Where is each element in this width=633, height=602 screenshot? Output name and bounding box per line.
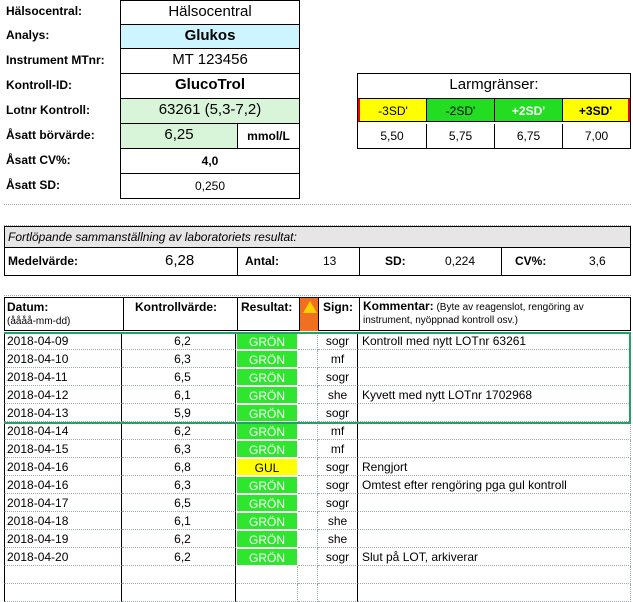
table-row (4, 476, 631, 494)
cell-empty[interactable] (358, 584, 631, 602)
warning-triangle-icon[interactable] (303, 301, 317, 313)
table-header (4, 297, 631, 331)
cell-empty[interactable] (318, 584, 358, 602)
cell-empty[interactable] (298, 566, 318, 584)
table-row (4, 332, 631, 350)
cell-resultat[interactable]: GRÖN (236, 422, 298, 440)
cell-datum[interactable]: 2018-04-16 (4, 458, 122, 476)
cell-empty[interactable] (358, 566, 631, 584)
cell-filter[interactable] (298, 548, 318, 566)
cell-kontrollvarde[interactable]: 6,5 (122, 368, 236, 386)
cell-kontrollvarde[interactable]: 5,9 (122, 404, 236, 422)
label-halsocentral: Hälsocentral: (6, 4, 83, 18)
cell-kommentar[interactable] (358, 512, 631, 530)
label-sd: Åsatt SD: (6, 178, 61, 192)
table-row (4, 404, 631, 422)
cell-sign[interactable]: sogr (318, 368, 358, 386)
medel-label: Medelvärde: (8, 254, 79, 268)
table-row (4, 458, 631, 476)
summary-row (4, 248, 631, 276)
table-row (4, 548, 631, 566)
cell-kontrollvarde[interactable]: 6,2 (122, 530, 236, 548)
cell-empty[interactable] (236, 566, 298, 584)
table-row (4, 350, 631, 368)
cell-datum[interactable]: 2018-04-19 (4, 530, 122, 548)
antal-label: Antal: (245, 254, 279, 268)
cell-sign[interactable]: sogr (318, 548, 358, 566)
filter-column[interactable] (299, 298, 319, 331)
cell-resultat[interactable]: GRÖN (236, 512, 298, 530)
cell-resultat[interactable]: GRÖN (236, 530, 298, 548)
cell-filter[interactable] (298, 368, 318, 386)
cell-empty[interactable] (236, 584, 298, 602)
medel-value: 6,28 (165, 252, 195, 269)
table-row (4, 440, 631, 458)
cell-datum[interactable]: 2018-04-13 (4, 404, 122, 422)
cell-datum[interactable]: 2018-04-20 (4, 548, 122, 566)
cell-kontrollvarde[interactable]: 6,5 (122, 494, 236, 512)
cv-sum-value: 3,6 (589, 254, 606, 268)
unit-label: mmol/L (238, 124, 300, 149)
cell-sign[interactable]: sogr (318, 494, 358, 512)
borvarde-value[interactable]: 6,25 (120, 124, 238, 149)
cell-datum[interactable]: 2018-04-16 (4, 476, 122, 494)
summary-heading: Fortlöpande sammanställning av laboratoriets resultat: (4, 226, 631, 248)
label-borvarde: Åsatt börvärde: (6, 128, 95, 142)
label-kontroll-id: Kontroll-ID: (6, 78, 72, 92)
cell-kommentar[interactable] (358, 494, 631, 512)
larm-val-minus2sd: 5,75 (426, 124, 494, 148)
cell-resultat[interactable]: GRÖN (236, 332, 298, 350)
cell-datum[interactable]: 2018-04-10 (4, 350, 122, 368)
cell-resultat[interactable]: GUL (236, 458, 298, 476)
cell-sign[interactable]: she (318, 386, 358, 404)
col-resultat: Resultat: (241, 300, 293, 314)
summary-divider-2 (359, 248, 360, 275)
cell-kommentar[interactable]: Kyvett med nytt LOTnr 1702968 (358, 386, 631, 404)
cell-empty[interactable] (4, 584, 122, 602)
summary-divider-3 (501, 248, 502, 275)
table-row (4, 512, 631, 530)
cell-filter[interactable] (298, 332, 318, 350)
cell-kommentar[interactable] (358, 350, 631, 368)
cell-kontrollvarde[interactable]: 6,3 (122, 476, 236, 494)
table-row (4, 494, 631, 512)
label-analys: Analys: (6, 28, 50, 42)
col-kommentar-sub: (Byte av reagenslot, rengöring av instrument, nyöppnad kontroll osv.) (363, 302, 584, 326)
cell-empty[interactable] (298, 584, 318, 602)
analys-value[interactable]: Glukos (120, 24, 300, 49)
cell-resultat[interactable]: GRÖN (236, 440, 298, 458)
cell-resultat[interactable]: GRÖN (236, 404, 298, 422)
spacer-row (4, 204, 631, 226)
cell-datum[interactable]: 2018-04-14 (4, 422, 122, 440)
cell-kontrollvarde[interactable]: 6,2 (122, 332, 236, 350)
cell-kontrollvarde[interactable]: 6,1 (122, 386, 236, 404)
spacer-row-2 (4, 276, 631, 296)
cell-kommentar[interactable]: Kontroll med nytt LOTnr 63261 (358, 332, 631, 350)
cell-sign[interactable]: mf (318, 350, 358, 368)
cell-resultat[interactable]: GRÖN (236, 350, 298, 368)
cell-datum[interactable]: 2018-04-09 (4, 332, 122, 350)
table-row (4, 386, 631, 404)
sd-value[interactable]: 0,250 (120, 174, 300, 199)
cell-kommentar[interactable] (358, 440, 631, 458)
col-kontroll: Kontrollvärde: (135, 300, 218, 314)
cv-sum-label: CV%: (515, 254, 547, 268)
cell-resultat[interactable]: GRÖN (236, 548, 298, 566)
cell-empty[interactable] (318, 566, 358, 584)
table-row (4, 584, 631, 602)
cell-kommentar[interactable] (358, 422, 631, 440)
cell-kontrollvarde[interactable]: 6,2 (122, 422, 236, 440)
cell-datum[interactable]: 2018-04-11 (4, 368, 122, 386)
cell-empty[interactable] (4, 566, 122, 584)
cell-filter[interactable] (298, 494, 318, 512)
cell-empty[interactable] (122, 584, 236, 602)
antal-value: 13 (323, 254, 337, 268)
instrument-value[interactable]: MT 123456 (120, 49, 300, 74)
cell-sign[interactable]: sogr (318, 476, 358, 494)
cell-empty[interactable] (122, 566, 236, 584)
cell-resultat[interactable]: GRÖN (236, 494, 298, 512)
larm-plus2sd: +2SD' (494, 98, 562, 122)
cell-kommentar[interactable]: Omtest efter rengöring pga gul kontroll (358, 476, 631, 494)
label-instrument: Instrument MTnr: (6, 53, 105, 67)
cell-kontrollvarde[interactable]: 6,3 (122, 350, 236, 368)
cell-kontrollvarde[interactable]: 6,2 (122, 548, 236, 566)
cell-datum[interactable]: 2018-04-17 (4, 494, 122, 512)
table-row (4, 566, 631, 584)
cell-sign[interactable]: mf (318, 440, 358, 458)
cell-filter[interactable] (298, 512, 318, 530)
label-lotnr: Lotnr Kontroll: (6, 103, 90, 117)
cell-datum[interactable]: 2018-04-15 (4, 440, 122, 458)
larm-minus2sd: -2SD' (426, 98, 494, 122)
label-cv: Åsatt CV%: (6, 153, 71, 167)
cell-sign[interactable]: mf (318, 422, 358, 440)
cell-datum[interactable]: 2018-04-18 (4, 512, 122, 530)
kontroll-id-value[interactable]: GlucoTrol (120, 74, 300, 99)
lotnr-value[interactable]: 63261 (5,3-7,2) (120, 99, 300, 124)
cell-resultat[interactable]: GRÖN (236, 476, 298, 494)
cell-filter[interactable] (298, 422, 318, 440)
summary-divider-1 (237, 248, 238, 275)
table-row (4, 530, 631, 548)
larm-minus3sd: -3SD' (358, 98, 426, 122)
cell-kommentar[interactable] (358, 530, 631, 548)
cell-kontrollvarde[interactable]: 6,8 (122, 458, 236, 476)
cell-kommentar[interactable]: Rengjort (358, 458, 631, 476)
cell-kommentar[interactable] (358, 404, 631, 422)
table-row (4, 422, 631, 440)
cell-sign[interactable]: sogr (318, 404, 358, 422)
cell-datum[interactable]: 2018-04-12 (4, 386, 122, 404)
larm-box (357, 73, 631, 149)
cell-resultat[interactable]: GRÖN (236, 368, 298, 386)
cell-sign[interactable]: she (318, 530, 358, 548)
cell-filter[interactable] (298, 476, 318, 494)
cell-filter[interactable] (298, 458, 318, 476)
cell-kontrollvarde[interactable]: 6,1 (122, 512, 236, 530)
col-datum-sub: (åååå-mm-dd) (7, 316, 71, 327)
cell-sign[interactable]: she (318, 512, 358, 530)
sd-sum-value: 0,224 (445, 254, 476, 268)
cv-value[interactable]: 4,0 (120, 149, 300, 174)
cell-filter[interactable] (298, 440, 318, 458)
halsocentral-value[interactable]: Hälsocentral (120, 0, 300, 24)
cell-resultat[interactable]: GRÖN (236, 386, 298, 404)
larm-plus3sd: +3SD' (562, 98, 630, 122)
cell-sign[interactable]: sogr (318, 332, 358, 350)
col-datum: Datum: (7, 300, 49, 314)
cell-sign[interactable]: sogr (318, 458, 358, 476)
larm-title: Larmgränser: (449, 76, 539, 93)
cell-kommentar[interactable] (358, 368, 631, 386)
cell-filter[interactable] (298, 530, 318, 548)
cell-kontrollvarde[interactable]: 6,3 (122, 440, 236, 458)
col-sign: Sign: (323, 300, 353, 314)
col-kommentar: Kommentar: (363, 299, 434, 313)
cell-kommentar[interactable]: Slut på LOT, arkiverar (358, 548, 631, 566)
cell-filter[interactable] (298, 350, 318, 368)
col-kommentar-wrap (363, 300, 631, 327)
table-row (4, 368, 631, 386)
cell-filter[interactable] (298, 404, 318, 422)
larm-val-plus3sd: 7,00 (562, 124, 630, 148)
cell-filter[interactable] (298, 386, 318, 404)
larm-val-plus2sd: 6,75 (494, 124, 562, 148)
sd-sum-label: SD: (385, 254, 406, 268)
larm-val-minus3sd: 5,50 (380, 129, 404, 143)
